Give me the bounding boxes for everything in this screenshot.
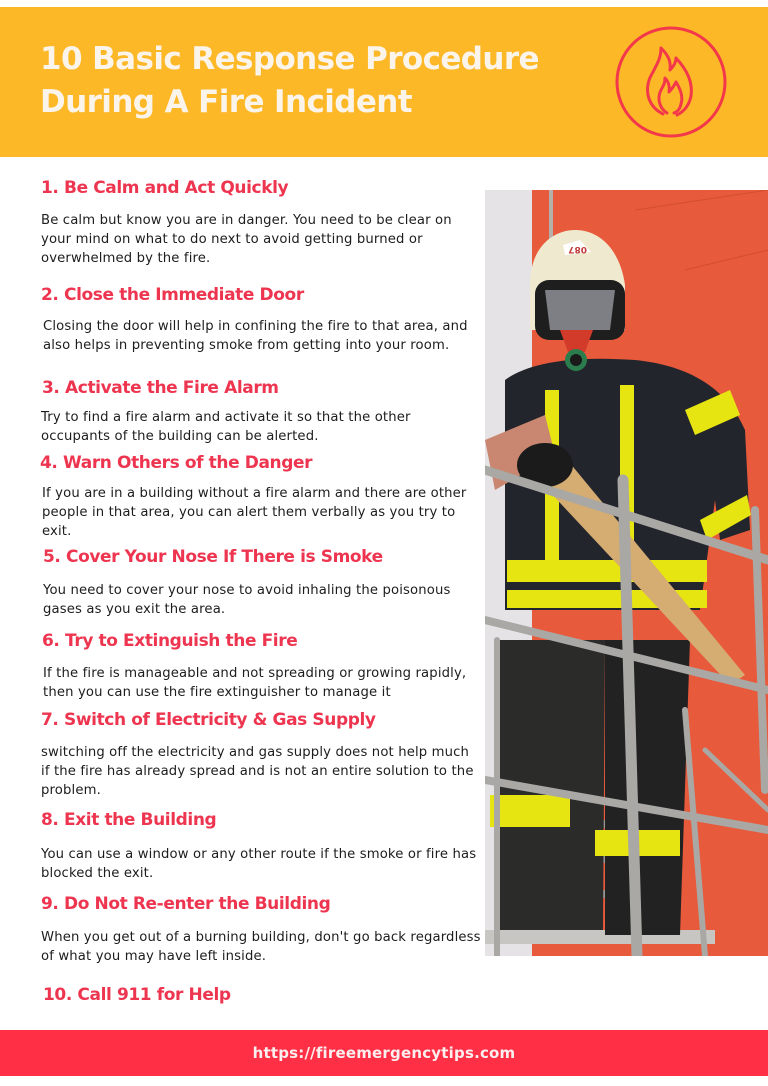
- step-3-title: 3. Activate the Fire Alarm: [42, 378, 279, 398]
- header-banner: [0, 7, 768, 157]
- step-5-title: 5. Cover Your Nose If There is Smoke: [43, 547, 383, 567]
- step-4-title: 4. Warn Others of the Danger: [40, 453, 313, 473]
- step-4-body: If you are in a building without a fire alarm and there are other people in that area, you can alert them verbally as you try to exit.: [42, 486, 467, 539]
- title-line-1: 10 Basic Response Procedure: [40, 41, 539, 77]
- website-link[interactable]: https://fireemergencytips.com: [252, 1044, 516, 1062]
- step-9-title: 9. Do Not Re-enter the Building: [41, 894, 331, 914]
- step-1-body: Be calm but know you are in danger. You need to be clear on your mind on what to do next to avoid getting burned or overwhelmed by the fire.: [41, 213, 452, 266]
- page-title: [40, 38, 580, 124]
- title-line-2: During A Fire Incident: [40, 84, 412, 120]
- step-7-body: switching off the electricity and gas supply does not help much if the fire has already spread and is not an entire solution to the problem.: [41, 745, 474, 798]
- step-8-body: You can use a window or any other route if the smoke or fire has blocked the exit.: [41, 847, 477, 881]
- step-1-title: 1. Be Calm and Act Quickly: [41, 178, 289, 198]
- step-7-title: 7. Switch of Electricity & Gas Supply: [41, 710, 376, 730]
- step-3-body: Try to find a fire alarm and activate it so that the other occupants of the building can be alerted.: [41, 410, 411, 444]
- step-8-title: 8. Exit the Building: [41, 810, 217, 830]
- fire-icon: [613, 24, 729, 140]
- helmet-label: 087: [568, 244, 587, 254]
- step-6-title: 6. Try to Extinguish the Fire: [42, 631, 298, 651]
- step-6-body: If the fire is manageable and not spreading or growing rapidly, then you can use the fire extinguisher to manage it: [43, 666, 467, 700]
- footer-banner: [0, 1030, 768, 1076]
- firefighter-photo: [485, 190, 768, 956]
- step-10-title: 10. Call 911 for Help: [43, 985, 231, 1005]
- step-5-body: You need to cover your nose to avoid inhaling the poisonous gases as you exit the area.: [43, 583, 451, 617]
- step-9-body: When you get out of a burning building, don't go back regardless of what you may have left inside.: [41, 930, 481, 964]
- firefighter-illustration: [485, 190, 768, 956]
- step-2-body: Closing the door will help in confining the fire to that area, and also helps in preventing smoke from getting into your room.: [43, 319, 468, 353]
- step-2-title: 2. Close the Immediate Door: [41, 285, 304, 305]
